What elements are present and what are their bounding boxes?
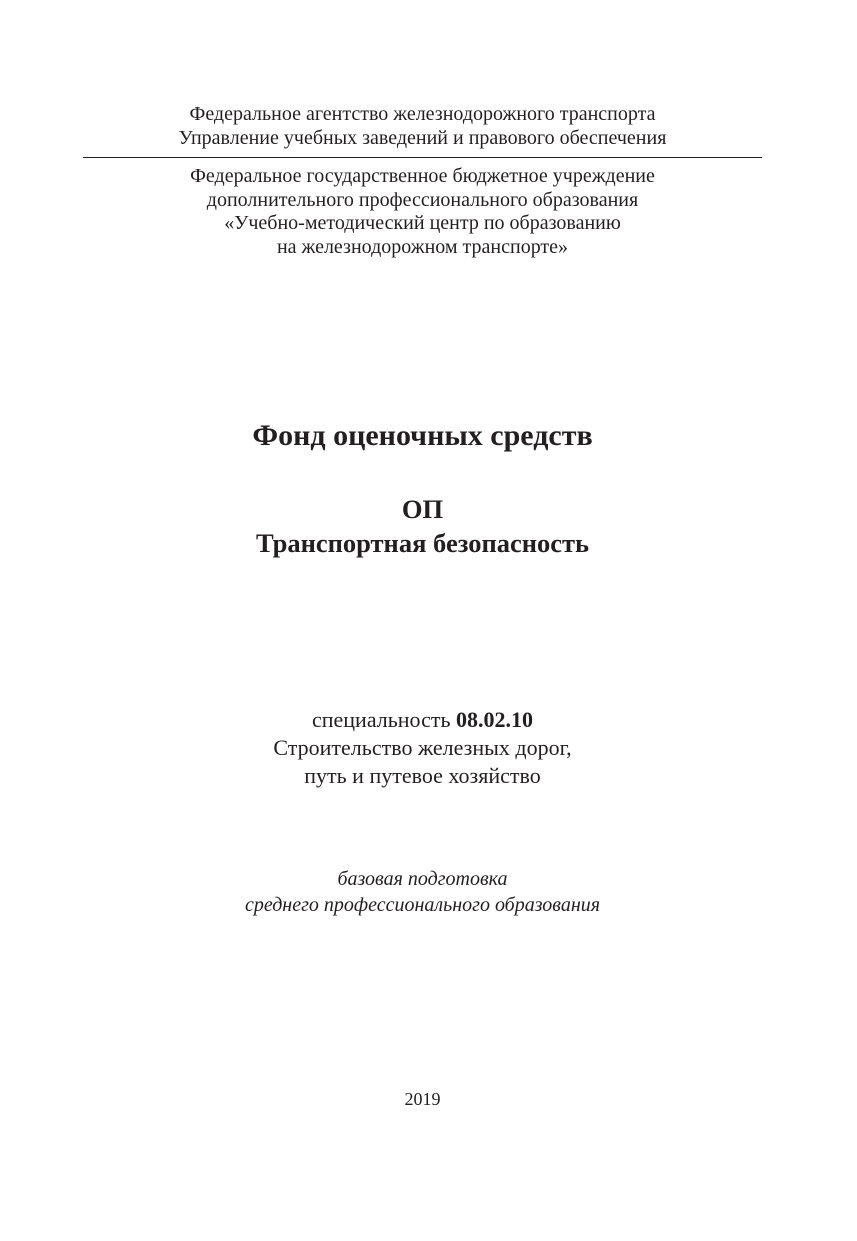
subject-code: ОП bbox=[401, 494, 444, 524]
subject-name: Транспортная безопасность bbox=[255, 528, 590, 558]
specialty-name-line-1: Строительство железных дорог, bbox=[273, 735, 572, 760]
agency-header bbox=[0, 103, 845, 150]
header-divider bbox=[83, 157, 762, 158]
education-level-line-2: среднего профессионального образования bbox=[244, 894, 601, 916]
publication-year: 2019 bbox=[404, 1089, 441, 1109]
institution-line-2: дополнительного профессионального образования bbox=[206, 188, 639, 211]
department-name: Управление учебных заведений и правового обеспечения bbox=[178, 126, 667, 149]
institution-header bbox=[0, 165, 845, 259]
specialty-name-line-2: путь и путевое хозяйство bbox=[304, 763, 541, 788]
education-level-line-1: базовая подготовка bbox=[337, 868, 508, 890]
specialty-block bbox=[0, 706, 845, 790]
subject-block bbox=[0, 492, 845, 560]
specialty-prefix: специальность bbox=[311, 707, 457, 732]
institution-line-4: на железнодорожном транспорте» bbox=[276, 235, 569, 258]
institution-line-3: «Учебно-методический центр по образованию bbox=[224, 212, 621, 234]
document-title: Фонд оценочных средств bbox=[252, 419, 593, 452]
institution-line-1: Федеральное государственное бюджетное учреждение bbox=[190, 165, 655, 187]
specialty-code: 08.02.10 bbox=[456, 707, 534, 732]
education-level bbox=[0, 866, 845, 918]
specialty-line bbox=[0, 706, 845, 734]
agency-name: Федеральное агентство железнодорожного транспорта bbox=[189, 103, 656, 125]
